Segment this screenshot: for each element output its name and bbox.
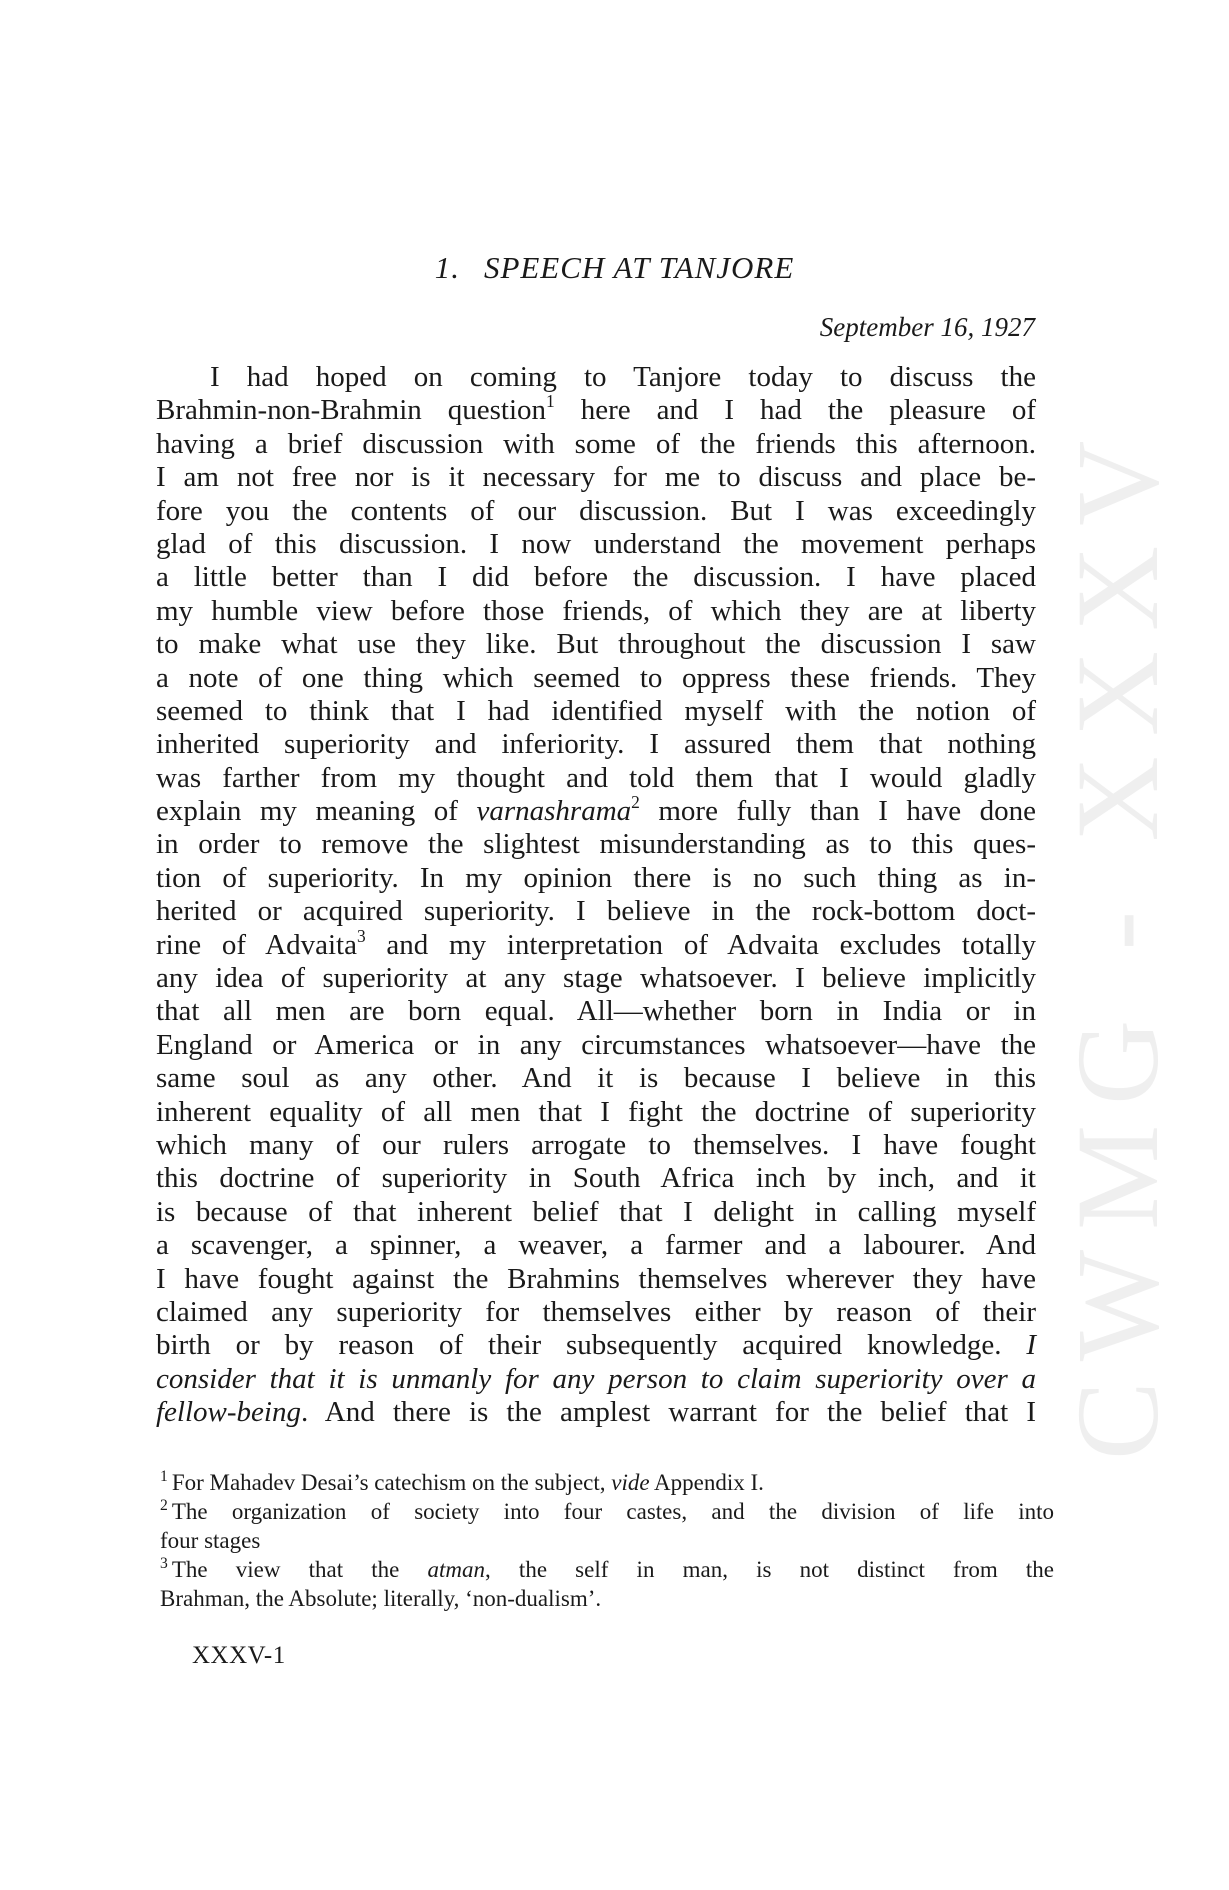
page-title	[0, 250, 1229, 286]
body-line: seemed to think that I had identified myself with the notion of	[156, 694, 1036, 727]
page-number: XXXV-1	[192, 1642, 286, 1669]
footnote-ref-2: 2	[631, 791, 640, 812]
body-line: which many of our rulers arrogate to themselves. I have fought	[156, 1128, 1036, 1161]
body-line: Brahmin-non-Brahmin question$^1$ here and I had the pleasure of	[156, 391, 1036, 427]
body-line: explain my meaning of varnashrama$^2$ more fully than I have done	[156, 791, 1036, 828]
body-line: a little better than I did before the discussion. I have placed	[156, 561, 1036, 594]
title-number: 1.	[434, 250, 460, 285]
body-line: a scavenger, a spinner, a weaver, a farmer and a labourer. And	[156, 1229, 1036, 1262]
body-line: tion of superiority. In my opinion there is no such thing as in-	[156, 861, 1036, 894]
body-line: I had hoped on coming to Tanjore today to discuss the	[210, 361, 1036, 393]
footnotes	[160, 1468, 1054, 1613]
body-line: in order to remove the slightest misunderstanding as to this ques-	[156, 828, 1036, 861]
body-line: that all men are born equal. All—whether born in India or in	[156, 995, 1036, 1028]
term-varnashrama: varnashrama	[476, 795, 632, 828]
body-line: glad of this discussion. I now understand the movement perhaps	[156, 527, 1036, 560]
footnote-1: $^1$ For Mahadev Desai’s catechism on the subject, vide Appendix I.	[160, 1467, 764, 1495]
body-line: claimed any superiority for themselves either by reason of their	[156, 1295, 1036, 1328]
body-line: was farther from my thought and told them that I would gladly	[156, 761, 1036, 794]
body-line: my humble view before those friends, of which they are at liberty	[156, 594, 1036, 627]
body-line: is because of that inherent belief that I delight in calling myself	[156, 1195, 1036, 1228]
body-line: a note of one thing which seemed to oppress these friends. They	[156, 661, 1036, 694]
watermark: CWMG - XXXV	[1052, 420, 1183, 1460]
body-line: England or America or in any circumstances whatsoever—have the	[156, 1028, 1036, 1061]
body-line: I have fought against the Brahmins themselves wherever they have	[156, 1262, 1036, 1295]
body-line: inherent equality of all men that I fight the doctrine of superiority	[156, 1095, 1036, 1128]
body-line: same soul as any other. And it is because I believe in this	[156, 1062, 1036, 1095]
body-line: I am not free nor is it necessary for me to discuss and place be-	[156, 461, 1036, 494]
body-line: this doctrine of superiority in South Africa inch by inch, and it	[156, 1162, 1036, 1195]
body-line: to make what use they like. But throughout the discussion I saw	[156, 628, 1036, 661]
body-line: birth or by reason of their subsequently acquired knowledge. I	[156, 1329, 1036, 1362]
body-line-italic: consider that it is unmanly for any person to claim superiority over a	[156, 1362, 1036, 1395]
footnote-2: $^2$ The organization of society into four castes, and the division of life into four stages	[160, 1496, 1054, 1553]
body-line: inherited superiority and inferiority. I assured them that nothing	[156, 728, 1036, 761]
title-text: SPEECH AT TANJORE	[483, 250, 795, 285]
body-line: having a brief discussion with some of the friends this afternoon.	[156, 427, 1036, 460]
body-line: any idea of superiority at any stage whatsoever. I believe implicitly	[156, 962, 1036, 995]
speech-date: September 16, 1927	[819, 312, 1035, 342]
body-text	[156, 361, 1036, 1430]
footnote-ref-3: 3	[356, 925, 366, 946]
body-line: rine of Advaita$^3$ and my interpretation of Advaita excludes totally	[156, 925, 1036, 961]
body-line: fore you the contents of our discussion. But I was exceedingly	[156, 494, 1036, 527]
footnote-3: $^3$ The view that the atman, the self in man, is not distinct from the Brahman, the Absolute; literally, ‘non-dualism’.	[160, 1554, 1054, 1611]
footnote-ref-1: 1	[546, 391, 555, 412]
body-line: fellow-being. And there is the amplest warrant for the belief that I	[156, 1396, 1036, 1429]
body-line: herited or acquired superiority. I believe in the rock-bottom doct-	[156, 895, 1036, 928]
